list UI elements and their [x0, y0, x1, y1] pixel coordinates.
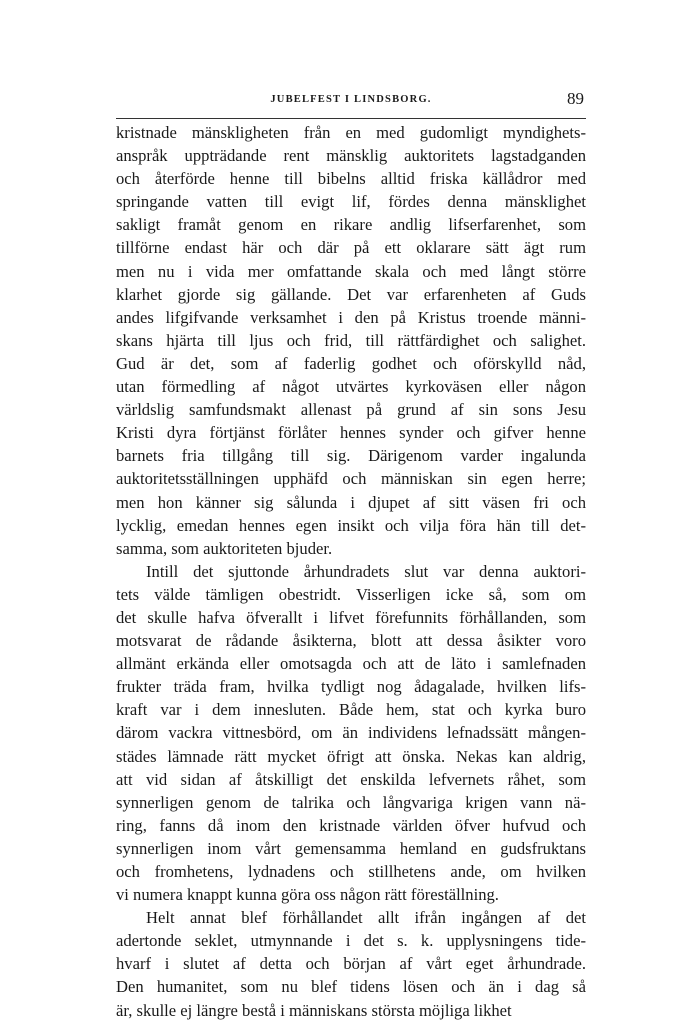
page-header: [116, 88, 586, 119]
text-line: auktoritetsställningen upphäfd och människan sin egen herre;: [116, 469, 586, 489]
text-line: anspråk uppträdande rent mänsklig auktoritets lagstadganden: [116, 146, 586, 166]
text-line: världslig samfundsmakt allenast på grund af sin sons Jesu: [116, 400, 586, 420]
text-line: motsvarat de rådande åsikterna, blott att dessa åsikter voro: [116, 631, 586, 651]
text-line: skans hjärta till ljus och frid, till rättfärdighet och salighet.: [116, 330, 586, 350]
text-line: men hon känner sig sålunda i djupet af sitt väsen fri och: [116, 492, 586, 512]
text-line: det skulle hafva öfverallt i lifvet förefunnits förhållanden, som: [116, 607, 586, 627]
text-line: kraft var i dem innesluten. Både hem, stat och kyrka buro: [116, 700, 586, 720]
running-title: JUBELFEST I LINDSBORG.: [270, 94, 432, 105]
text-line: synnerligen genom de talrika och långvariga krigen vann nä-: [116, 792, 586, 812]
text-line: frukter träda fram, hvilka tydligt nog ådagalade, hvilken lifs-: [116, 677, 586, 697]
text-line: tets välde tämligen obestridt. Visserligen icke så, som om: [116, 584, 586, 604]
text-line: klarhet gjorde sig gällande. Det var erfarenheten af Guds: [116, 284, 586, 304]
text-line: Helt annat blef förhållandet allt ifrån ingången af det: [146, 908, 586, 928]
text-line: städes lämnade rätt mycket öfrigt att önska. Nekas kan aldrig,: [116, 746, 586, 766]
text-line: utan förmedling af något utvärtes kyrkoväsen eller någon: [116, 377, 586, 397]
book-page: [116, 88, 586, 1022]
text-line: sakligt framåt genom en rikare andlig lifserfarenhet, som: [116, 215, 586, 235]
text-line: ring, fanns då inom den kristnade världen öfver hufvud och: [116, 815, 586, 835]
paragraph: [116, 560, 586, 906]
text-line: att vid sidan af åtskilligt det enskilda lefvernets råhet, som: [116, 769, 586, 789]
text-line: vi numera knappt kunna göra oss någon rätt föreställning.: [116, 885, 499, 905]
body-text: [116, 121, 586, 1022]
text-line: lycklig, emedan hennes egen insikt och vilja föra hän till det-: [116, 515, 586, 535]
paragraph: [116, 906, 586, 1021]
text-line: och återförde henne till bibelns alltid friska källådror med: [116, 169, 586, 189]
text-line: tillförne endast här och där på ett oklarare sätt ägt rum: [116, 238, 586, 258]
text-line: allmänt erkända eller omotsagda och att de läto i samlefnaden: [116, 654, 586, 674]
text-line: adertonde seklet, utmynnande i det s. k. upplysningens tide-: [116, 931, 586, 951]
text-line: Den humanitet, som nu blef tidens lösen och än i dag så: [116, 977, 586, 997]
page-number: 89: [567, 89, 584, 108]
text-line: Gud är det, som af faderlig godhet och oförskylld nåd,: [116, 353, 586, 373]
text-line: är, skulle ej längre bestå i människans största möjliga likhet: [116, 1000, 512, 1020]
text-line: Kristi dyra förtjänst förlåter hennes synder och gifver henne: [116, 423, 586, 443]
text-line: springande vatten till evigt lif, fördes denna mänsklighet: [116, 192, 586, 212]
text-line: barnets fria tillgång till sig. Därigenom varder ingalunda: [116, 446, 586, 466]
text-line: andes lifgifvande verksamhet i den på Kristus troende männi-: [116, 307, 586, 327]
text-line: därom vackra vittnesbörd, om än individens lefnadssätt mången-: [116, 723, 586, 743]
text-line: hvarf i slutet af detta och början af vårt eget århundrade.: [116, 954, 586, 974]
text-line: synnerligen inom vårt gemensamma hemland en gudsfruktans: [116, 838, 586, 858]
text-line: samma, som auktoriteten bjuder.: [116, 538, 333, 558]
text-line: kristnade mänskligheten från en med gudomligt myndighets-: [116, 123, 586, 142]
text-line: men nu i vida mer omfattande skala och med långt större: [116, 261, 586, 281]
paragraph: [116, 121, 586, 560]
text-line: Intill det sjuttonde århundradets slut var denna auktori-: [146, 561, 586, 581]
text-line: och fromhetens, lydnadens och stillhetens ande, om hvilken: [116, 862, 586, 881]
